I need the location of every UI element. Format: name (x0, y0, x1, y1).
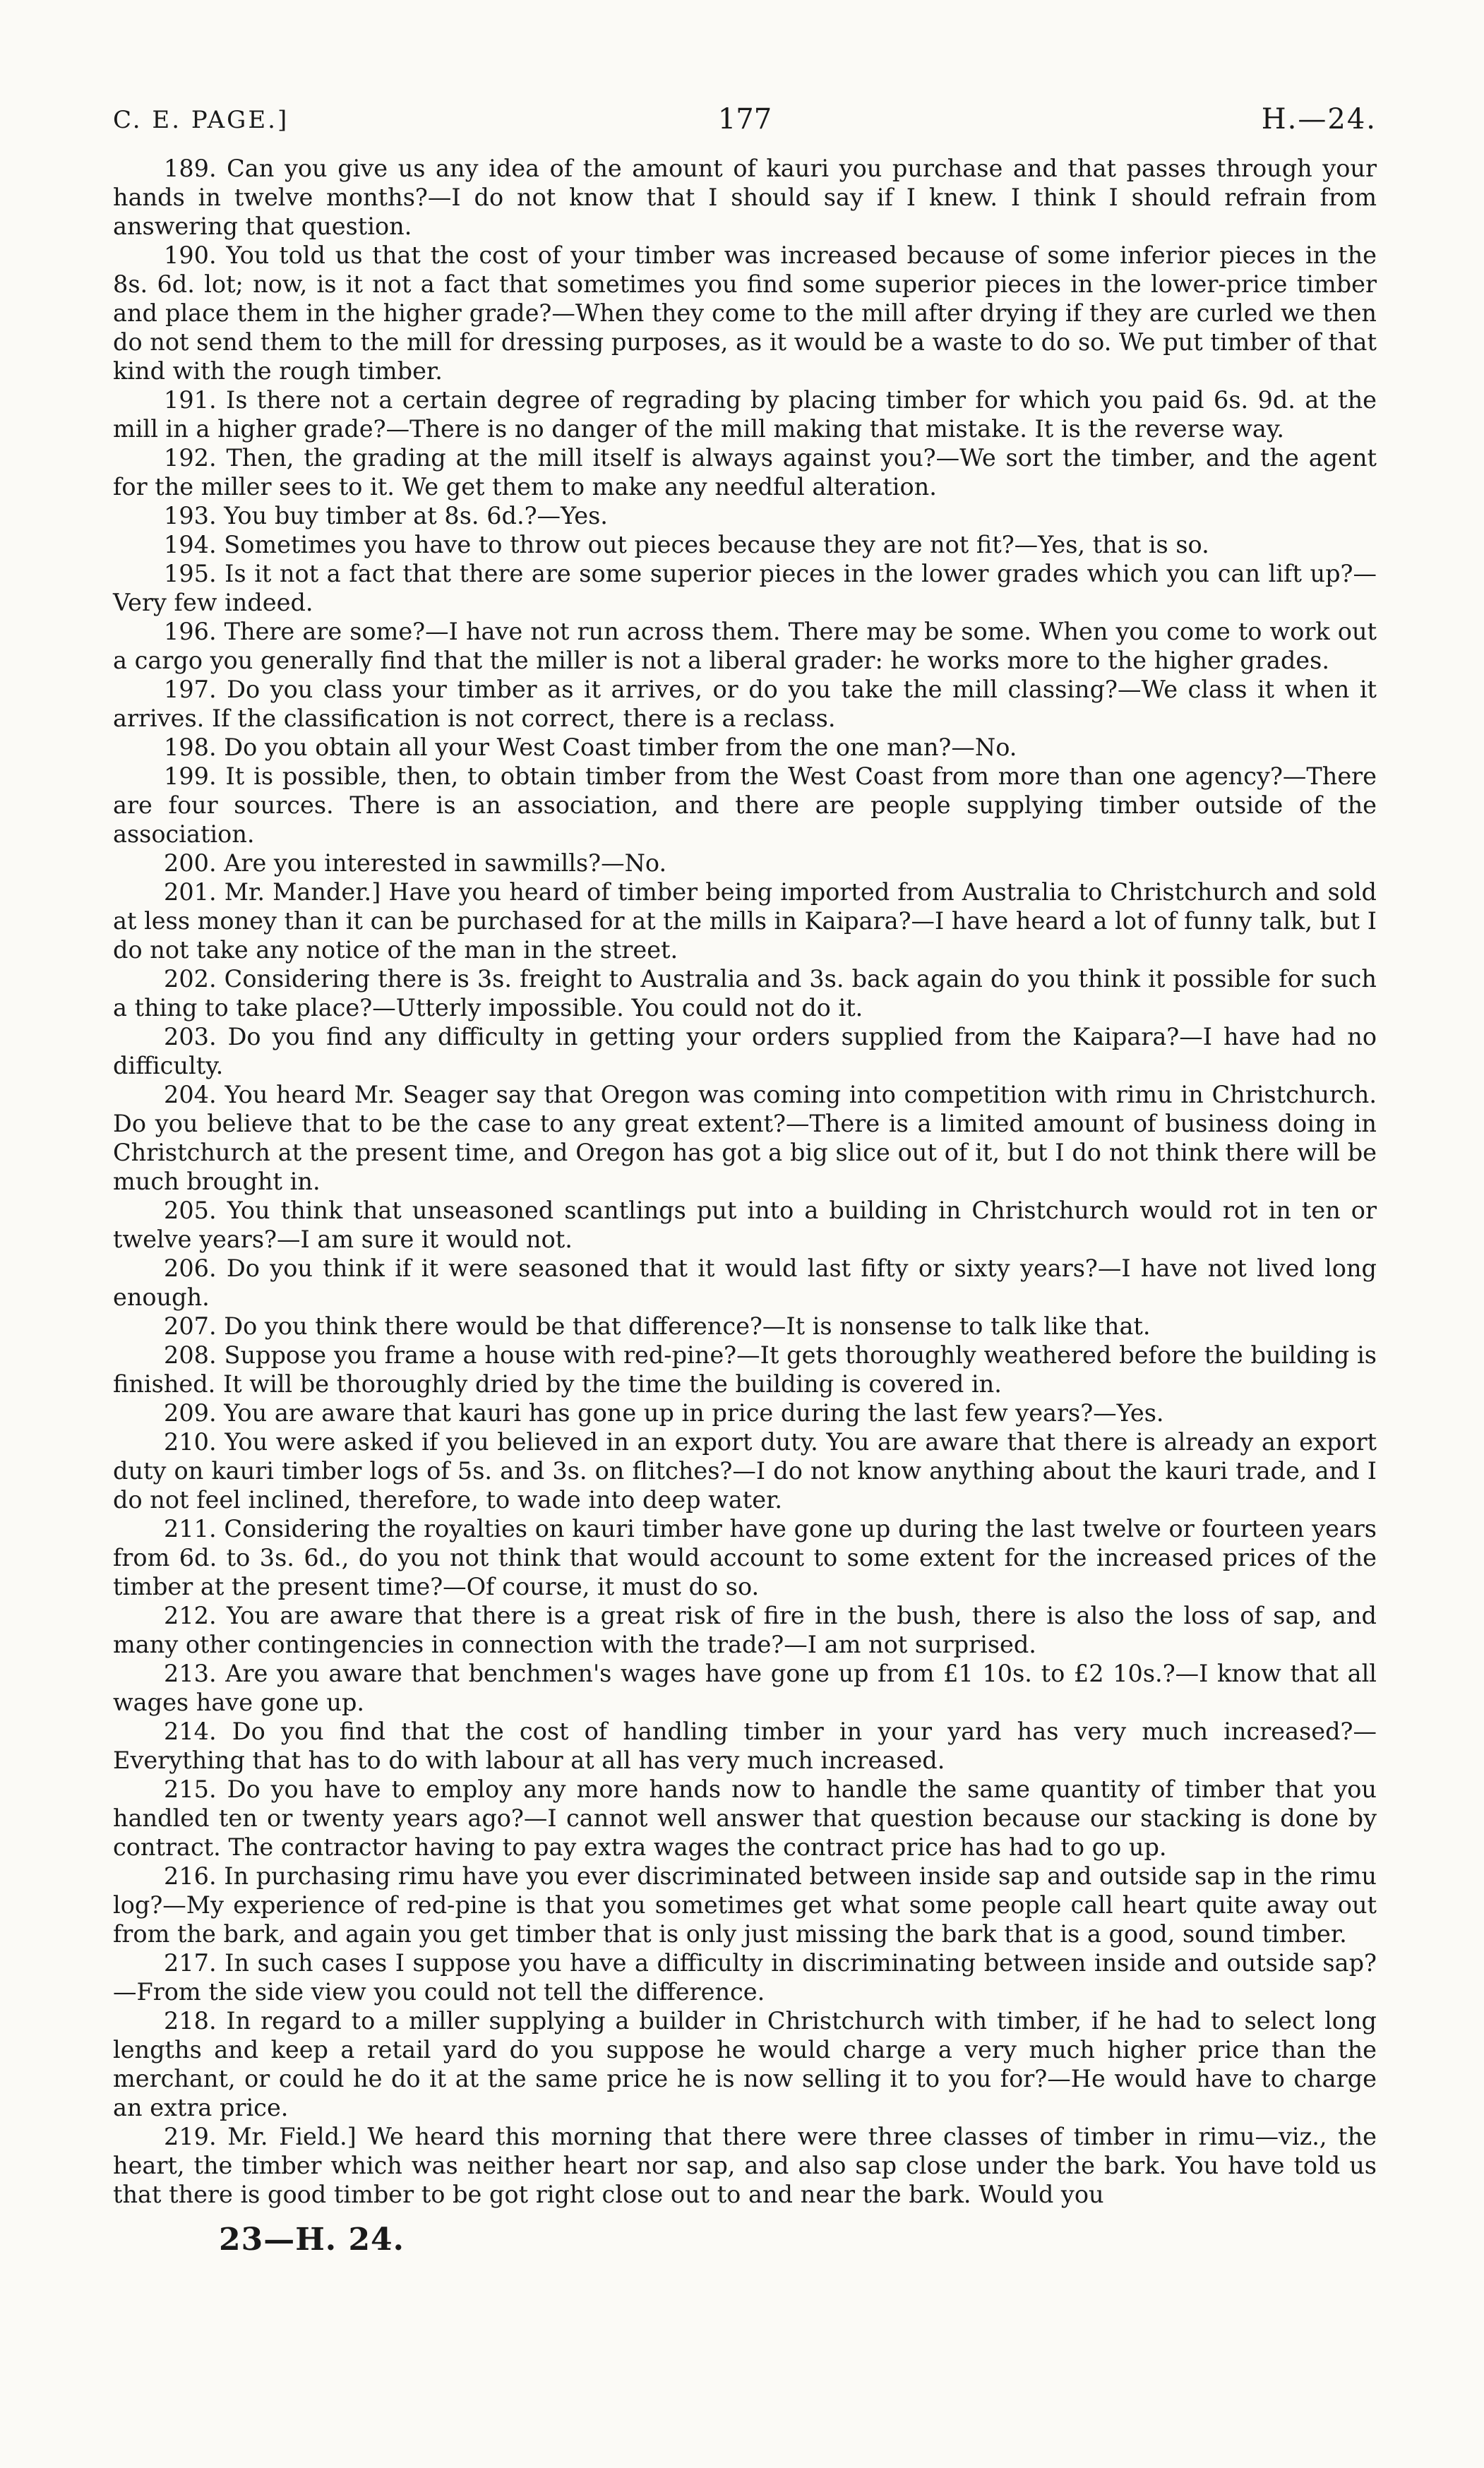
paragraph: 204. You heard Mr. Seager say that Oregon was coming into competition with rimu in Christchurch. Do you believe that to be the case to any great extent?—There is a limited amount of business doing in Christchurch at the present time, and Oregon has got a big slice out of it, but I do not think there will be much brought in. (113, 1081, 1377, 1195)
footer-signature: 23—H. 24. (219, 2222, 405, 2258)
paragraph: 190. You told us that the cost of your timber was increased because of some inferior pieces in the 8s. 6d. lot; now, is it not a fact that sometimes you find some superior pieces in the lower-price timber and place them in the higher grade?—When they come to the mill after drying if they are curled we then do not send them to the mill for dressing purposes, as it would be a waste to do so. We put timber of that kind with the rough timber. (113, 241, 1377, 385)
paragraph: 210. You were asked if you believed in an export duty. You are aware that there is already an export duty on kauri timber logs of 5s. and 3s. on flitches?—I do not know anything about the kauri trade, and I do not feel inclined, therefore, to wade into deep water. (113, 1428, 1377, 1514)
paragraph: 218. In regard to a miller supplying a builder in Christchurch with timber, if he had to select long lengths and keep a retail yard do you suppose he would charge a very much higher price than the merchant, or could he do it at the same price he is now selling it to you for?—He would have to charge an extra price. (113, 2007, 1377, 2121)
paragraph: 200. Are you interested in sawmills?—No. (164, 849, 667, 877)
page-header (113, 99, 1377, 154)
paragraph: 203. Do you find any difficulty in getting your orders supplied from the Kaipara?—I have had no difficulty. (113, 1023, 1377, 1079)
paragraph: 193. You buy timber at 8s. 6d.?—Yes. (164, 502, 608, 529)
header-paper-ref: H.—24. (1261, 103, 1377, 136)
document-page (113, 99, 1377, 2258)
body-text (113, 154, 1377, 2209)
paragraph: 198. Do you obtain all your West Coast timber from the one man?—No. (164, 733, 1017, 761)
paragraph: 209. You are aware that kauri has gone up in price during the last few years?—Yes. (164, 1399, 1164, 1427)
page-number: 177 (717, 103, 772, 136)
paragraph: 217. In such cases I suppose you have a difficulty in discriminating between inside and outside sap?—From the side view you could not tell the difference. (113, 1949, 1377, 2006)
paragraph: 208. Suppose you frame a house with red-pine?—It gets thoroughly weathered before the building is finished. It will be thoroughly dried by the time the building is covered in. (113, 1341, 1377, 1398)
paragraph: 194. Sometimes you have to throw out pieces because they are not fit?—Yes, that is so. (164, 531, 1209, 558)
paragraph: 205. You think that unseasoned scantlings put into a building in Christchurch would rot in ten or twelve years?—I am sure it would not. (113, 1197, 1377, 1253)
paragraph: 192. Then, the grading at the mill itself is always against you?—We sort the timber, and the agent for the miller sees to it. We get them to make any needful alteration. (113, 444, 1377, 501)
paragraph: 202. Considering there is 3s. freight to Australia and 3s. back again do you think it possible for such a thing to take place?—Utterly impossible. You could not do it. (113, 965, 1377, 1022)
paragraph: 215. Do you have to employ any more hands now to handle the same quantity of timber that you handled ten or twenty years ago?—I cannot well answer that question because our stacking is done by contract. The contractor having to pay extra wages the contract price has had to go up. (113, 1775, 1377, 1861)
paragraph: 195. Is it not a fact that there are some superior pieces in the lower grades which you can lift up?—Very few indeed. (113, 560, 1377, 616)
paragraph: 197. Do you class your timber as it arrives, or do you take the mill classing?—We class it when it arrives. If the classification is not correct, there is a reclass. (113, 676, 1377, 732)
paragraph: 219. Mr. Field.] We heard this morning that there were three classes of timber in rimu—viz., the heart, the timber which was neither heart nor sap, and also sap close under the bark. You have told us that there is good timber to be got right close out to and near the bark. Would you (113, 2123, 1377, 2208)
paragraph: 214. Do you find that the cost of handling timber in your yard has very much increased?—Everything that has to do with labour at all has very much increased. (113, 1718, 1377, 1774)
paragraph: 191. Is there not a certain degree of regrading by placing timber for which you paid 6s. 9d. at the mill in a higher grade?—There is no danger of the mill making that mistake. It is the reverse way. (113, 386, 1377, 443)
paragraph: 201. Mr. Mander.] Have you heard of timber being imported from Australia to Christchurch and sold at less money than it can be purchased for at the mills in Kaipara?—I have heard a lot of funny talk, but I do not take any notice of the man in the street. (113, 878, 1377, 964)
paragraph: 213. Are you aware that benchmen's wages have gone up from £1 10s. to £2 10s.?—I know that all wages have gone up. (113, 1660, 1377, 1716)
paragraph: 189. Can you give us any idea of the amount of kauri you purchase and that passes through your hands in twelve months?—I do not know that I should say if I knew. I think I should refrain from answering that question. (113, 155, 1377, 240)
paragraph: 196. There are some?—I have not run across them. There may be some. When you come to work out a cargo you generally find that the miller is not a liberal grader: he works more to the higher grades. (113, 618, 1377, 674)
paragraph: 211. Considering the royalties on kauri timber have gone up during the last twelve or fourteen years from 6d. to 3s. 6d., do you not think that would account to some extent for the increased prices of the timber at the present time?—Of course, it must do so. (113, 1515, 1377, 1600)
header-witness: C. E. PAGE.] (113, 106, 289, 134)
paragraph: 199. It is possible, then, to obtain timber from the West Coast from more than one agency?—There are four sources. There is an association, and there are people supplying timber outside of the association. (113, 762, 1377, 848)
paragraph: 206. Do you think if it were seasoned that it would last fifty or sixty years?—I have not lived long enough. (113, 1254, 1377, 1311)
paragraph: 212. You are aware that there is a great risk of fire in the bush, there is also the loss of sap, and many other contingencies in connection with the trade?—I am not surprised. (113, 1602, 1377, 1658)
paragraph: 216. In purchasing rimu have you ever discriminated between inside sap and outside sap in the rimu log?—My experience of red-pine is that you sometimes get what some people call heart quite away out from the bark, and again you get timber that is only just missing the bark that is a good, sound timber. (113, 1862, 1377, 1948)
paragraph: 207. Do you think there would be that difference?—It is nonsense to talk like that. (164, 1312, 1151, 1340)
